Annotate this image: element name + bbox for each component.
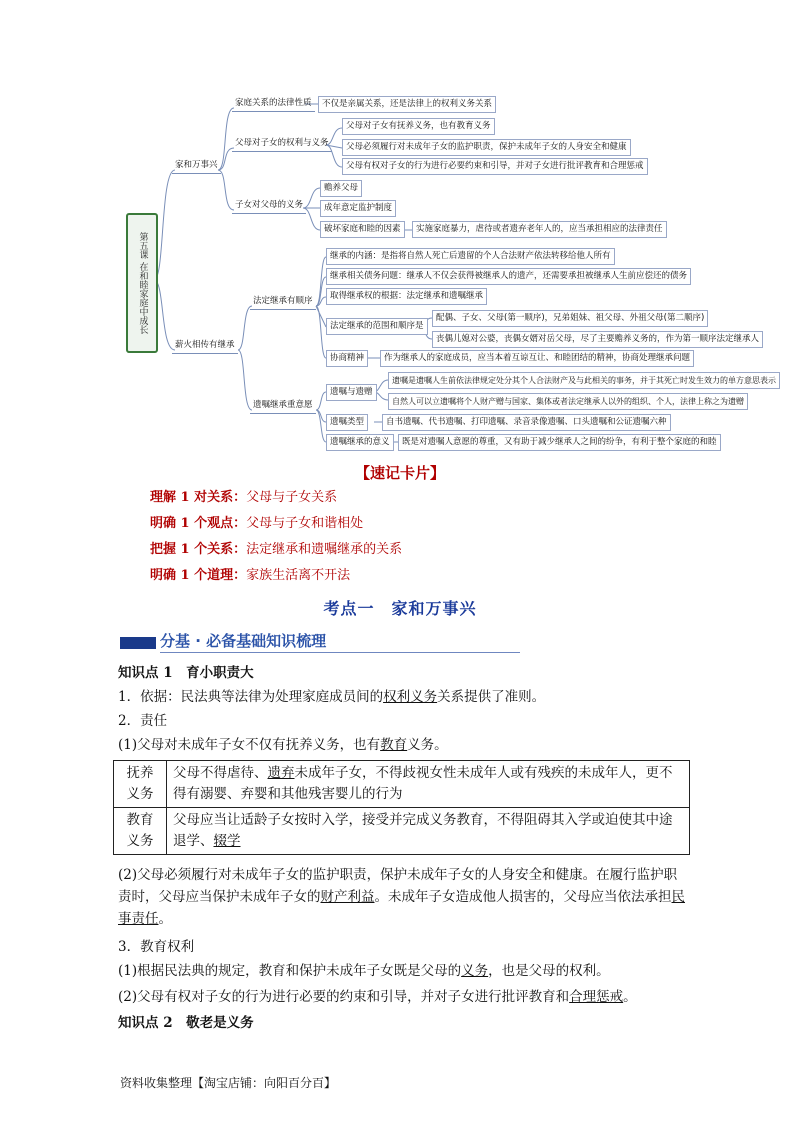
table-row <box>114 761 690 808</box>
card-key-3: 把握 1 个关系： <box>150 542 247 557</box>
branch-inheritance: 薪火相传有继承 <box>172 338 238 354</box>
table-header-edu: 教育义务 <box>114 808 167 855</box>
leaf-inherit-2: 继承相关债务问题：继承人不仅会获得被继承人的遗产，还需要承担被继承人生前应偿还的债务 <box>326 268 691 285</box>
node-parent-rights: 父母对子女的权利与义务 <box>232 136 332 152</box>
card-val-4: 家族生活离不开法 <box>246 568 351 583</box>
leaf-inherit-3: 取得继承权的根据：法定继承和遗嘱继承 <box>326 288 487 305</box>
text: 。 <box>623 989 637 1005</box>
leaf-types: 自书遗嘱、代书遗嘱、打印遗嘱、录音录像遗嘱、口头遗嘱和公证遗嘱六种 <box>382 414 671 431</box>
node-will-inheritance: 遗嘱继承重意愿 <box>250 398 316 414</box>
card-key-1: 理解 1 对关系： <box>150 490 247 505</box>
leaf-inherit-1: 继承的内涵：是指将自然人死亡后遗留的个人合法财产依法转移给他人所有 <box>326 248 615 265</box>
para-edu-right-2 <box>118 986 688 1008</box>
underlined-term: 财产利益 <box>320 889 375 905</box>
text: 关系提供了准则。 <box>437 689 546 705</box>
card-line-1 <box>150 488 337 508</box>
text: (1)根据民法典的规定，教育和保护未成年子女既是父母的 <box>118 963 462 979</box>
leaf-order-1: 配偶、子女、父母(第一顺序)，兄弟姐妹、祖父母、外祖父母(第二顺序) <box>432 310 708 327</box>
leaf-child-2: 成年意定监护制度 <box>320 200 396 217</box>
underlined-term: 权利义务 <box>383 689 438 705</box>
card-title: 【速记卡片】 <box>354 464 445 482</box>
node-child-duty: 子女对父母的义务 <box>232 198 306 214</box>
leaf-parent-2: 父母必须履行对未成年子女的监护职责，保护未成年子女的人身安全和健康 <box>342 139 631 156</box>
card-val-1: 父母与子女关系 <box>246 490 338 505</box>
leaf-child-3: 破坏家庭和睦的因素 <box>320 221 405 238</box>
leaf-inherit-4: 法定继承的范围和顺序是 <box>326 318 428 335</box>
footer-source: 资料收集整理【淘宝店铺：向阳百分百】 <box>120 1076 337 1090</box>
card-line-3 <box>150 540 402 560</box>
banner-underline <box>160 652 520 653</box>
mind-map <box>0 0 800 460</box>
card-line-2 <box>150 514 363 534</box>
text: 。 <box>158 911 172 927</box>
para-edu-right-heading: 3．教育权利 <box>118 939 195 955</box>
text: 父母应当让适龄子女按时入学，接受并完成义务教育，不得阻碍其入学或迫使其中途退学、 <box>173 812 673 849</box>
text: (1)父母对未成年子女不仅有抚养义务，也有 <box>118 737 381 753</box>
para-basis <box>118 686 688 708</box>
text: 。未成年子女造成他人损害的，父母应当依法承担 <box>374 889 672 905</box>
card-val-2: 父母与子女和谐相处 <box>246 516 364 531</box>
underlined-term: 辍学 <box>213 833 241 849</box>
leaf-order-2: 丧偶儿媳对公婆，丧偶女婿对岳父母，尽了主要赡养义务的，作为第一顺序法定继承人 <box>432 331 763 348</box>
topic-heading: 考点一 家和万事兴 <box>323 599 477 618</box>
card-key-4: 明确 1 个道理： <box>150 568 247 583</box>
leaf-parent-3: 父母有权对子女的行为进行必要约束和引导，并对子女进行批评教育和合理惩戒 <box>342 158 648 175</box>
underlined-term: 遗弃 <box>267 765 295 781</box>
card-val-3: 法定继承和遗嘱继承的关系 <box>246 542 403 557</box>
leaf-gift-1: 遗嘱是遗嘱人生前依法律规定处分其个人合法财产及与此相关的事务，并于其死亡时发生效力的单方意思表示 <box>388 372 780 389</box>
banner-text: 分基 · 必备基础知识梳理 <box>160 632 327 650</box>
duty-table <box>113 760 690 855</box>
text: ，也是父母的权利。 <box>488 963 610 979</box>
table-row <box>114 808 690 855</box>
leaf-will-1: 遗嘱与遗赠 <box>326 384 377 401</box>
branch-family-harmony: 家和万事兴 <box>172 158 221 174</box>
text: 父母不得虐待、 <box>173 765 268 781</box>
table-cell-raise <box>167 761 690 808</box>
leaf-meaning: 既是对遗嘱人意愿的尊重，又有助于减少继承人之间的纷争，有利于整个家庭的和睦 <box>398 434 721 451</box>
para-duty-1 <box>118 734 688 756</box>
banner-bar <box>120 637 156 649</box>
leaf-child-1: 赡养父母 <box>320 180 362 197</box>
leaf-legal-nature: 不仅是亲属关系，还是法律上的权利义务关系 <box>318 96 496 113</box>
leaf-inherit-5: 协商精神 <box>326 350 368 367</box>
kp1-heading: 知识点 1 育小职责大 <box>118 665 254 681</box>
leaf-will-2: 遗嘱类型 <box>326 414 368 431</box>
underlined-term: 合理惩戒 <box>569 989 624 1005</box>
leaf-will-3: 遗嘱继承的意义 <box>326 434 394 451</box>
underlined-term: 义务 <box>461 963 489 979</box>
kp2-heading: 知识点 2 敬老是义务 <box>118 1015 254 1031</box>
leaf-gift-2: 自然人可以立遗嘱将个人财产赠与国家、集体或者法定继承人以外的组织、个人，法律上称之为遗赠 <box>388 393 748 410</box>
text: (2)父母有权对子女的行为进行必要的约束和引导，并对子女进行批评教育和 <box>118 989 570 1005</box>
node-legal-nature: 家庭关系的法律性质 <box>232 96 315 112</box>
leaf-parent-1: 父母对子女有抚养义务，也有教育义务 <box>342 118 495 135</box>
node-legal-inheritance: 法定继承有顺序 <box>250 294 316 310</box>
para-edu-right-1 <box>118 960 688 982</box>
para-duty-heading: 2．责任 <box>118 713 168 729</box>
card-line-4 <box>150 566 350 586</box>
underlined-term: 教育 <box>380 737 408 753</box>
card-key-2: 明确 1 个观点： <box>150 516 247 531</box>
text: 未成年子女，不得歧视女性未成年人或有残疾的未成年人，更不得有溺婴、弃婴和其他残害婴儿的行为 <box>173 765 673 802</box>
section-banner <box>120 628 440 654</box>
para-guardian <box>118 864 688 930</box>
leaf-spirit: 作为继承人的家庭成员，应当本着互谅互让、和睦团结的精神，协商处理继承问题 <box>380 350 694 367</box>
text: 1．依据：民法典等法律为处理家庭成员间的 <box>118 689 384 705</box>
text: (2)父母必须履行对未成年子女的监护职责，保护未成年子女的人身安全和健康。在履行监护职责时，父母应当保护未成年子女的 <box>118 867 678 905</box>
mindmap-root: 第五课 在和睦家庭中成长 <box>126 213 158 353</box>
table-cell-edu <box>167 808 690 855</box>
table-header-raise: 抚养义务 <box>114 761 167 808</box>
text: 义务。 <box>407 737 448 753</box>
underlined-term: 民事责任 <box>118 889 685 927</box>
leaf-child-extra: 实施家庭暴力，虐待或者遗弃老年人的，应当承担相应的法律责任 <box>412 221 667 238</box>
